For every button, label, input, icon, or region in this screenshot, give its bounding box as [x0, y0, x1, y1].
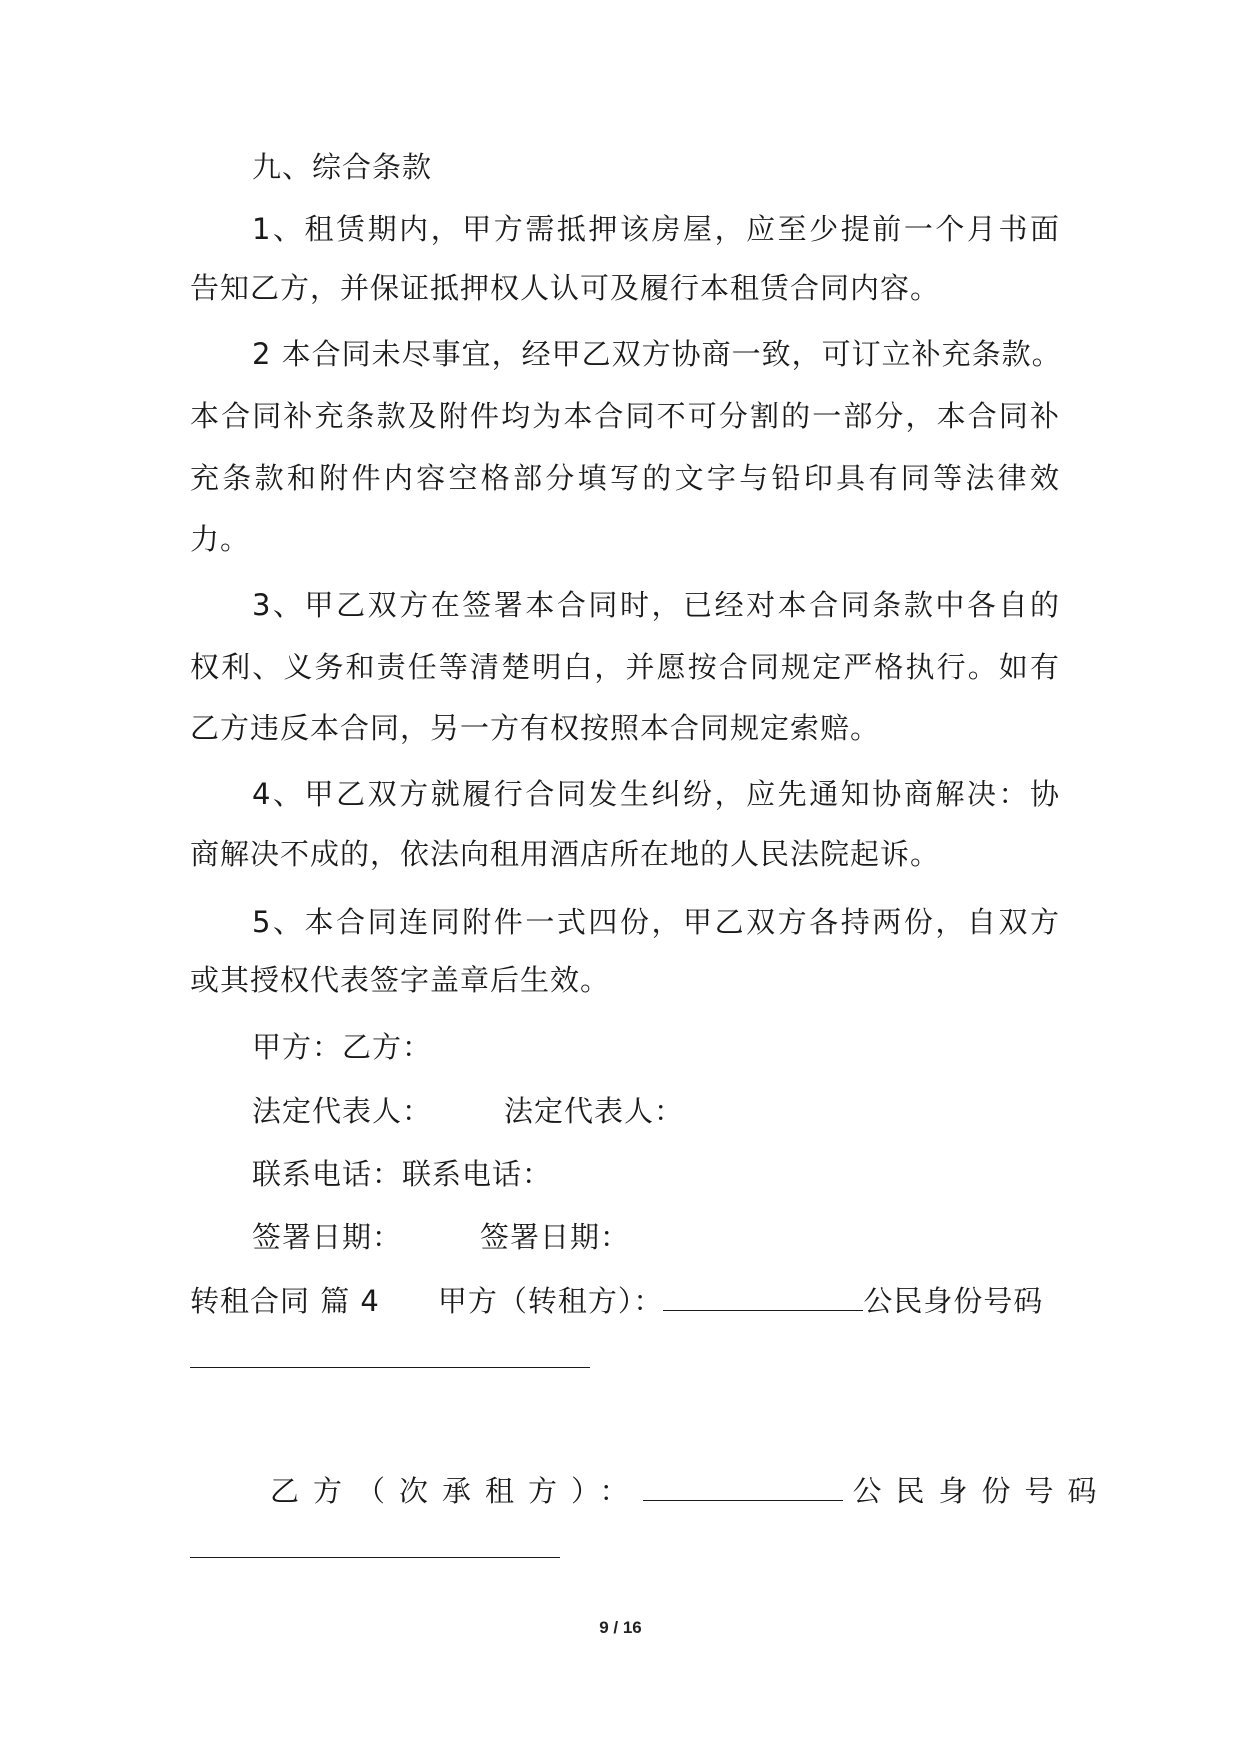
- section-heading: 九、综合条款: [252, 150, 433, 184]
- signature-dates: [252, 1217, 1060, 1257]
- date-a-label: 签署日期：: [252, 1220, 403, 1254]
- party-b-id-blank: [190, 1557, 560, 1558]
- party-b-id-label: 公民身份号码: [852, 1474, 1111, 1508]
- page-number: 9 / 16: [599, 1618, 642, 1637]
- signature-parties: 甲方：乙方：: [252, 1030, 433, 1064]
- clause-2-line-1: 2 本合同未尽事宜，经甲乙双方协商一致，可订立补充条款。: [252, 337, 1062, 371]
- clause-2-line-3: 充条款和附件内容空格部分填写的文字与铅印具有同等法律效: [190, 461, 1060, 495]
- party-a-id-label: 公民身份号码: [863, 1284, 1044, 1318]
- rep-a-label: 法定代表人：: [252, 1094, 433, 1128]
- party-a-label: 甲方（转租方）：: [437, 1284, 664, 1318]
- date-b-label: 签署日期：: [480, 1220, 631, 1254]
- party-a-name-blank: [663, 1280, 863, 1311]
- clause-5-line-2: 或其授权代表签字盖章后生效。: [190, 963, 611, 997]
- signature-representatives: [252, 1091, 1060, 1131]
- clause-5-line-1: 5、本合同连同附件一式四份，甲乙双方各持两份，自双方: [252, 905, 1060, 939]
- signature-phones: 联系电话：联系电话：: [252, 1157, 553, 1191]
- party-b-line: [270, 1470, 1111, 1511]
- clause-4-line-1: 4、甲乙双方就履行合同发生纠纷，应先通知协商解决：协: [252, 777, 1060, 811]
- contract-title: 转租合同 篇 4: [190, 1284, 380, 1318]
- clause-3-line-3: 乙方违反本合同，另一方有权按照本合同规定索赔。: [190, 711, 881, 745]
- clause-4-line-2: 商解决不成的，依法向租用酒店所在地的人民法院起诉。: [190, 837, 941, 871]
- party-b-name-blank: [643, 1470, 843, 1501]
- clause-2-line-2: 本合同补充条款及附件均为本合同不可分割的一部分，本合同补: [190, 399, 1060, 433]
- clause-3-line-1: 3、甲乙双方在签署本合同时，已经对本合同条款中各自的: [252, 588, 1060, 622]
- rep-b-label: 法定代表人：: [504, 1094, 685, 1128]
- sublease-contract-header: [190, 1280, 1060, 1321]
- clause-3-line-2: 权利、义务和责任等清楚明白，并愿按合同规定严格执行。如有: [190, 650, 1060, 684]
- clause-1-line-1: 1、租赁期内，甲方需抵押该房屋，应至少提前一个月书面: [252, 212, 1060, 246]
- clause-1-line-2: 告知乙方，并保证抵押权人认可及履行本租赁合同内容。: [190, 271, 941, 305]
- party-b-label: 乙方（次承租方）：: [270, 1474, 643, 1508]
- clause-2-line-4: 力。: [190, 522, 251, 556]
- party-a-id-blank: [190, 1367, 590, 1368]
